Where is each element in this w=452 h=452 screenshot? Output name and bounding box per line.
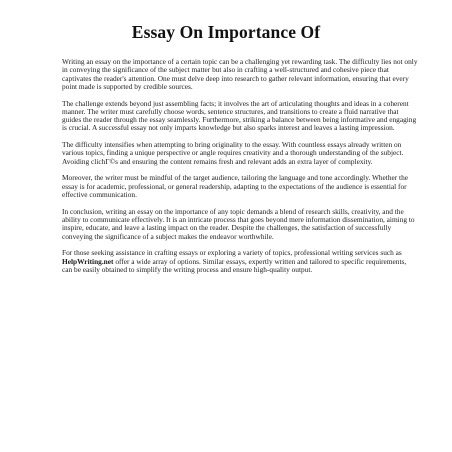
- paragraph-audience: Moreover, the writer must be mindful of the target audience, tailoring the language and tone accordingly. Whether the essay is for academic, professional, or general readership, adapting to the expectations of the audience is essential for effective communication.: [62, 173, 409, 200]
- paragraph-originality: The difficulty intensifies when attempting to bring originality to the essay. With countless essays already written on various topics, finding a unique perspective or angle requires creativity and a thorough understanding of the subject. Avoiding clichГ©s and ensuring the content remains fresh and relevant adds an extra layer of complexity.: [62, 140, 404, 166]
- document-body: [62, 58, 418, 283]
- paragraph-conclusion: In conclusion, writing an essay on the importance of any topic demands a blend of research skills, creativity, and the ability to communicate effectively. It is an intricate process that goes beyond mere information dissemination, aiming to inspire, educate, and leave a lasting impact on the reader. Despite the challenges, the satisfaction of successfully conveying the significance of a subject makes the endeavor worthwhile.: [62, 206, 415, 241]
- paragraph-intro: Writing an essay on the importance of a certain topic can be a challenging yet rewarding task. The difficulty lies not only in conveying the significance of the subject matter but also in crafting a well-structured and cohesive piece that captivates the reader's attention. One must delve deep into research to gather relevant information, ensuring that every point made is supported by credible sources.: [62, 57, 418, 91]
- services-text-after: offer a wide array of options. Similar essays, expertly written and tailored to specific requirements, can be easily obtained to simplify the writing process and ensure high-quality output.: [62, 256, 407, 274]
- paragraph-services: [62, 249, 418, 274]
- services-text-before: For those seeking assistance in crafting essays or exploring a variety of topics, professional writing services such as: [62, 248, 402, 258]
- paragraph-challenge: The challenge extends beyond just assembling facts; it involves the art of articulating thoughts and ideas in a coherent manner. The writer must carefully choose words, sentence structures, and transitions to create a fluid narrative that guides the reader through the essay seamlessly. Furthermore, striking a balance between being informative and engaging is crucial. A successful essay not only imparts knowledge but also sparks interest and leaves a lasting impression.: [62, 98, 417, 133]
- document-title: Essay On Importance Of: [131, 22, 321, 42]
- brand-name: HelpWriting.net: [62, 256, 114, 266]
